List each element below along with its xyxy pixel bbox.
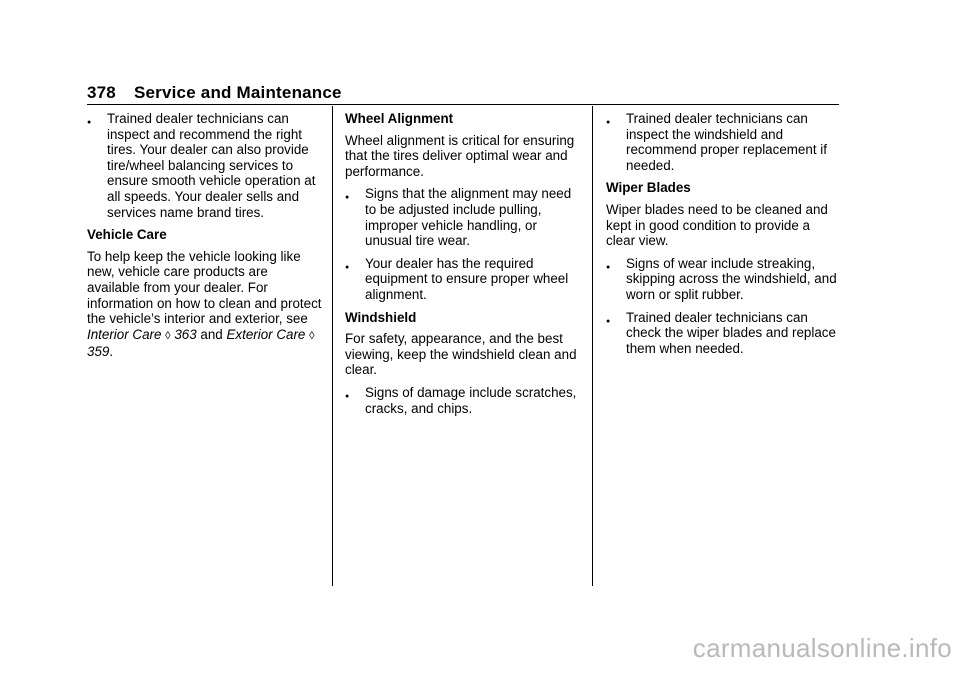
column-divider-2 xyxy=(592,106,593,586)
paragraph-vehicle-care xyxy=(87,249,323,360)
column-2 xyxy=(345,111,581,423)
heading-vehicle-care: Vehicle Care xyxy=(87,227,167,243)
page-number: 378 xyxy=(87,83,116,102)
bullet-text: Signs of damage include scratches, cracks, and chips. xyxy=(365,384,577,416)
column-divider-1 xyxy=(332,106,333,586)
bullet-text: Signs of wear include streaking, skipping across the windshield, and worn or split rubber. xyxy=(626,255,837,302)
list-item xyxy=(345,186,581,248)
heading-wheel-alignment: Wheel Alignment xyxy=(345,111,454,126)
paragraph-text: To help keep the vehicle looking like new, vehicle care products are available from your dealer. For information on how to clean and protect the vehicle’s interior and exterior, see xyxy=(87,248,322,327)
paragraph-wiper-blades: Wiper blades need to be cleaned and kept in good condition to provide a clear view. xyxy=(606,201,828,249)
paragraph-wheel-alignment: Wheel alignment is critical for ensuring that the tires deliver optimal wear and performance. xyxy=(345,132,575,179)
page-header xyxy=(87,83,342,103)
paragraph-windshield: For safety, appearance, and the best viewing, keep the windshield clean and clear. xyxy=(345,331,577,378)
conjunction-text: and xyxy=(200,326,223,342)
watermark: carmanualsonline.info xyxy=(692,633,952,663)
list-item xyxy=(606,111,842,173)
section-title: Service and Maintenance xyxy=(133,83,342,102)
list-item xyxy=(606,310,842,357)
bullet-icon: ● xyxy=(345,392,350,400)
bullet-text: Your dealer has the required equipment to ensure proper wheel alignment. xyxy=(365,255,569,302)
link-title: Exterior Care xyxy=(226,326,306,342)
page-ref-icon: ◊ xyxy=(165,329,171,342)
link-interior-care[interactable] xyxy=(87,327,197,342)
list-item xyxy=(87,111,323,220)
bullet-icon: ● xyxy=(606,317,611,325)
column-1 xyxy=(87,111,323,367)
list-item xyxy=(345,385,581,416)
bullet-text: Signs that the alignment may need to be adjusted include pulling, improper vehicle handling, or unusual tire wear. xyxy=(365,186,572,249)
bullet-icon: ● xyxy=(87,119,92,126)
link-title: Interior Care xyxy=(87,326,162,342)
list-item xyxy=(606,256,842,303)
bullet-icon: ● xyxy=(606,263,611,271)
bullet-icon: ● xyxy=(606,119,611,126)
bullet-icon: ● xyxy=(345,263,350,271)
bullet-icon: ● xyxy=(345,194,350,202)
bullet-text: Trained dealer technicians can inspect the windshield and recommend proper replacement if needed. xyxy=(626,111,827,173)
heading-windshield: Windshield xyxy=(345,309,417,325)
list-item xyxy=(345,256,581,303)
page-ref-icon: ◊ xyxy=(309,329,315,342)
bullet-text: Trained dealer technicians can check the wiper blades and replace them when needed. xyxy=(626,309,836,356)
header-rule xyxy=(87,104,839,105)
link-page: 363 xyxy=(174,326,197,342)
heading-wiper-blades: Wiper Blades xyxy=(606,180,691,196)
bullet-text: Trained dealer technicians can inspect and recommend the right tires. Your dealer can also provide tire/wheel balancing services to ensure smooth vehicle operation at all speeds. Your dealer sells and services name brand tires. xyxy=(107,111,316,220)
period: . xyxy=(109,344,114,360)
column-3 xyxy=(606,111,842,363)
link-page: 359 xyxy=(87,344,110,360)
